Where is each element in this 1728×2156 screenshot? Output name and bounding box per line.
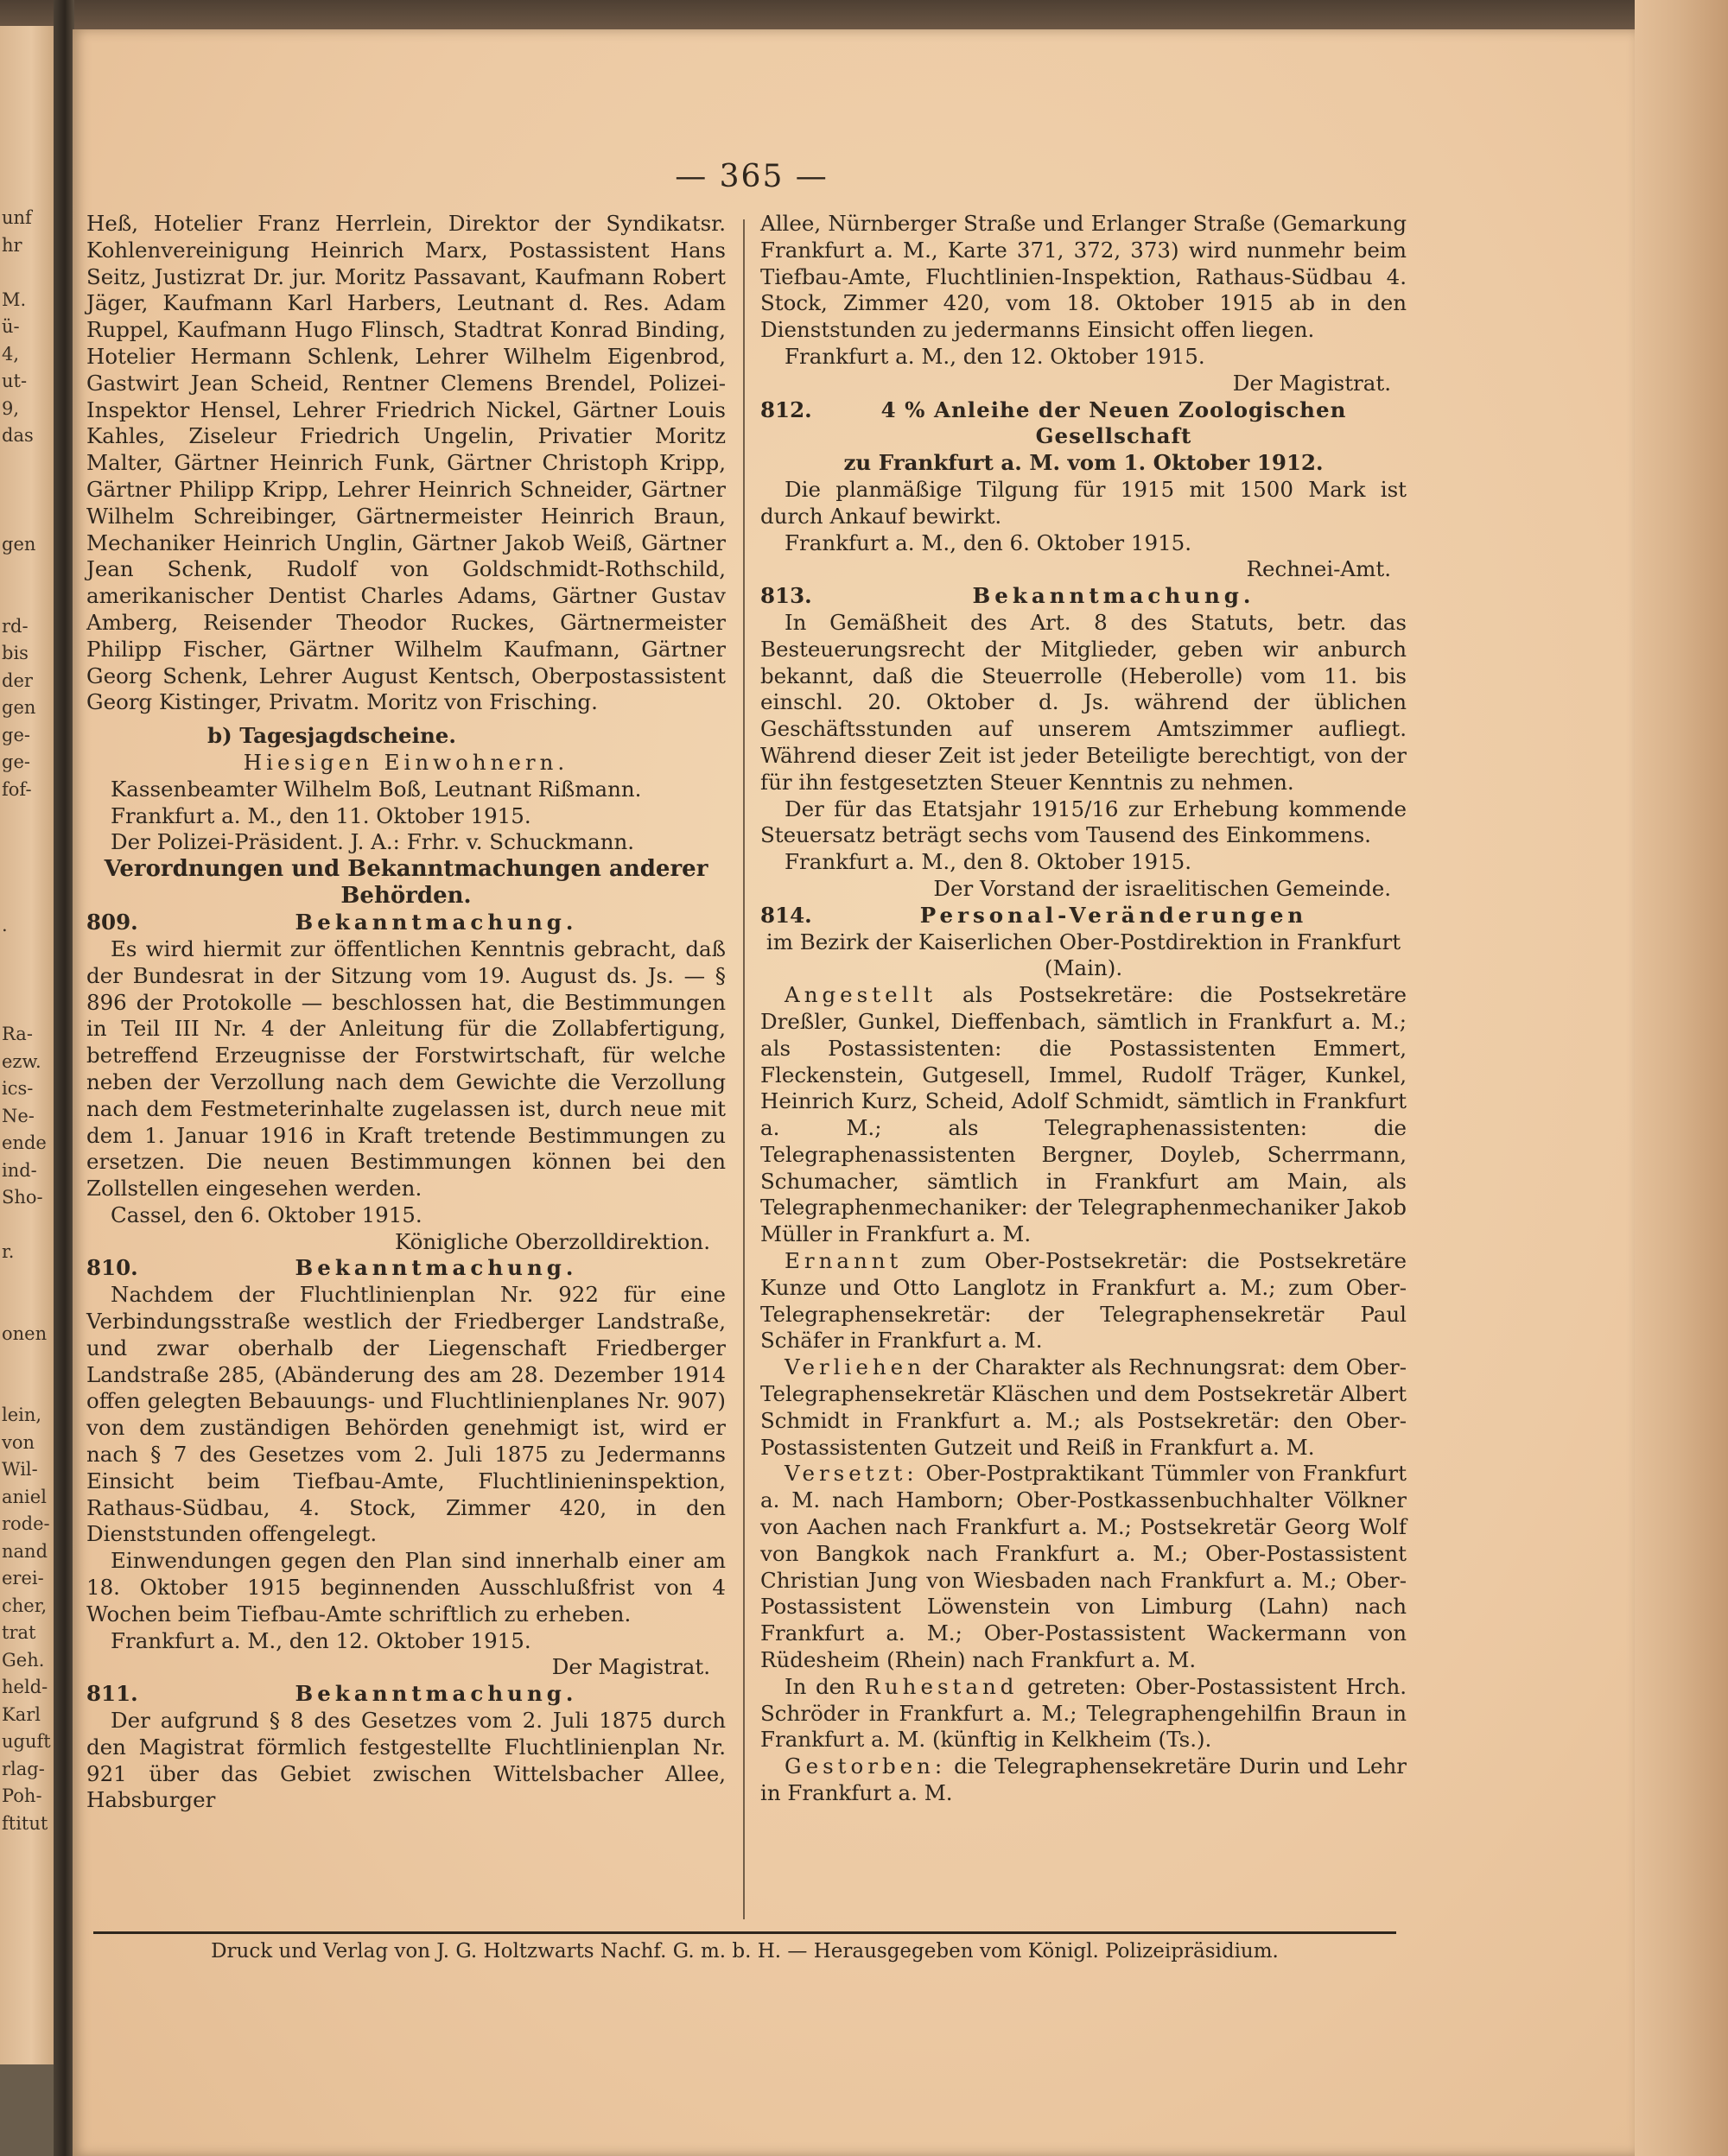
notice-809-header [86, 910, 726, 936]
tagesjagd-date: Frankfurt a. M., den 11. Oktober 1915. [111, 802, 531, 828]
hunting-licence-names: Heß, Hotelier Franz Herrlein, Direktor der Syndikatsr. Kohlenvereinigung Heinrich Marx, Postassistent Hans Seitz, Justizrat Dr. jur. Moritz Passavant, Kaufmann Robert Jäger, Kaufmann Karl Harbers, Leutnant d. Res. Adam Ruppel, Kaufmann Hugo Flinsch, Stadtrat Konrad Binding, Hotelier Hermann Schlenk, Lehrer Wilhelm Eigenbrod, Gastwirt Jean Scheid, Rentner Clemens Brendel, Polizei-Inspektor Hensel, Lehrer Friedrich Nickel, Gärtner Louis Kahles, Ziseleur Friedrich Ungelin, Privatier Moritz Malter, Gärtner Heinrich Funk, Gärtner Christoph Kripp, Gärtner Philipp Kripp, Lehrer Heinrich Schneider, Gärtner Wilhelm Schreibinger, Gärtnermeister Heinrich Braun, Mechaniker Heinrich Unglin, Gärtner Jakob Weiß, Gärtner Jean Schenk, Rudolf von Goldschmidt-Rothschild, amerikanischer Dentist Charles Adams, Gärtner Gustav Amberg, Reisender Theodor Ruckes, Gärtnermeister Philipp Fischer, Gärtner Wilhelm Kaufmann, Gärtner Georg Schenk, Lehrer August Kentsch, Oberpostassistent Georg Kistinger, Privatm. Moritz von Frisching. [86, 211, 726, 715]
edge-fragment: Poh- [2, 1785, 42, 1806]
edge-fragment: ind- [2, 1159, 37, 1181]
right-page-edge [1635, 0, 1728, 2156]
edge-fragment: M. [2, 289, 27, 310]
edge-fragment: ut- [2, 371, 28, 391]
angestellt-label: Angestellt [785, 982, 937, 1008]
edge-fragment: fof- [2, 778, 32, 800]
edge-fragment: r. [2, 1241, 15, 1262]
edge-fragment: 9, [2, 397, 20, 419]
notice-number: 809. [86, 910, 138, 935]
edge-fragment: ende [2, 1132, 47, 1153]
edge-fragment: held- [2, 1677, 48, 1697]
notice-title: Bekanntmachung. [295, 910, 578, 935]
edge-fragment: cher, [2, 1595, 48, 1616]
notice-814-gestorben [760, 1753, 1407, 1807]
notice-813-date: Frankfurt a. M., den 8. Oktober 1915. [785, 849, 1192, 875]
notice-number: 811. [86, 1681, 138, 1707]
edge-fragment: ics- [2, 1078, 34, 1099]
tagesjagd-names: Kassenbeamter Wilhelm Boß, Leutnant Rißmann. [111, 776, 642, 802]
notice-809-date: Cassel, den 6. Oktober 1915. [111, 1202, 422, 1227]
edge-fragment: Karl [2, 1703, 41, 1725]
gestorben-label: Gestorben: [785, 1753, 947, 1779]
edge-fragment: Wil- [2, 1459, 38, 1480]
edge-fragment: nand [2, 1540, 48, 1562]
notice-812-header [760, 397, 1407, 451]
notice-812-title-line2: zu Frankfurt a. M. vom 1. Oktober 1912. [843, 450, 1324, 476]
edge-fragment: uguft [2, 1731, 51, 1752]
notice-813-body: In Gemäßheit des Art. 8 des Statuts, betr. das Besteuerungsrecht der Mitglieder, geben wir anburch bekannt, daß die Steuerrolle (Heberolle) vom 11. bis einschl. 20. Oktober d. Js. während der üblichen Geschäftsstunden auf unserem Amtszimmer aufliegt. Während dieser Zeit ist jeder Beteiligte berechtigt, von der für ihn festgesetzten Steuer Kenntnis zu nehmen. [760, 609, 1407, 795]
ruhestand-label: Ruhestand [864, 1673, 1019, 1699]
column-divider [743, 219, 745, 1919]
edge-fragment: ezw. [2, 1050, 41, 1072]
gestorben-text: die Telegraphensekretäre Durin und Lehr in Frankfurt a. M. [760, 1753, 1407, 1806]
ruhestand-text: getreten: Ober-Postassistent Hrch. Schröder in Frankfurt a. M.; Telegraphengehilfin Braun in Frankfurt a. M. (künftig in Kelkheim (Ts.). [760, 1673, 1407, 1753]
edge-fragment: rode- [2, 1513, 50, 1534]
edge-fragment: ftitut [2, 1812, 48, 1834]
notice-814-ernannt [760, 1248, 1407, 1354]
edge-fragment: rlag- [2, 1758, 45, 1779]
verliehen-text: der Charakter als Rechnungsrat: dem Ober-Telegraphensekretär Kläschen und dem Postsekretär Albert Schmidt in Frankfurt a. M.; als Postsekretär: den Ober-Postassistenten Gutzeit und Reiß in Frankfurt a. M. [760, 1354, 1407, 1460]
notice-813-header [760, 583, 1407, 610]
notice-number: 814. [760, 902, 812, 928]
edge-fragment: Sho- [2, 1187, 43, 1208]
book-gutter [54, 0, 74, 2156]
edge-fragment: Ne- [2, 1105, 35, 1126]
ruhestand-prefix: In den [785, 1673, 855, 1699]
notice-title: Bekanntmachung. [295, 1255, 578, 1281]
edge-fragment: ge- [2, 751, 30, 772]
notice-811-header [86, 1681, 726, 1708]
edge-fragment: ü- [2, 316, 20, 337]
edge-fragment: von [2, 1431, 35, 1453]
left-column [86, 211, 726, 1814]
tagesjagd-subheading: Hiesigen Einwohnern. [243, 749, 569, 775]
left-neighbour-page [0, 26, 57, 2064]
notice-number: 813. [760, 583, 812, 609]
notice-810-header [86, 1255, 726, 1282]
tagesjagd-heading: b) Tagesjagdscheine. [207, 723, 456, 749]
ernannt-text: zum Ober-Postsekretär: die Postsekretäre Kunze und Otto Langlotz in Frankfurt a. M.; zum Ober-Telegraphensekretär: der Telegraphensekretär Paul Schäfer in Frankfurt a. M. [760, 1248, 1407, 1354]
edge-fragment: gen [2, 534, 36, 555]
notice-809-body: Es wird hiermit zur öffentlichen Kenntnis gebracht, daß der Bundesrat in der Sitzung vom 19. August ds. Js. — § 896 der Protokolle — beschlossen hat, die Bestimmungen in Teil III Nr. 4 der Anleitung für die Zollabfertigung, betreffend Erzeugnisse der Forstwirtschaft, für welche neben der Verzollung nach dem Gewichte die Verzollung nach dem Festmeterinhalte zugelassen ist, durch neue mit dem 1. Januar 1916 in Kraft tretende Bestimmungen zu ersetzen. Die neuen Bestimmungen können bei den Zollstellen eingesehen werden. [86, 935, 726, 1202]
angestellt-text: als Postsekretäre: die Postsekretäre Dreßler, Gunkel, Dieffenbach, sämtlich in Frankfurt a. M.; als Postassistenten: die Postassistenten Emmert, Fleckenstein, Gutgesell, Immel, Rudolf Träger, Kunkel, Heinrich Kurz, Scheid, Adolf Schmidt, sämtlich in Frankfurt a. M.; als Telegraphenassistenten: die Telegraphenassistenten Bergner, Doyleb, Scherrmann, Schumacher, sämtlich in Frankfurt am Main, als Telegraphenmechaniker: der Telegraphenmechaniker Jakob Müller in Frankfurt a. M. [760, 982, 1407, 1247]
section-title: Verordnungen und Bekanntmachungen anderer Behörden. [104, 856, 708, 910]
notice-title: 4 % Anleihe der Neuen Zoologischen Gesellschaft [880, 396, 1347, 449]
notice-811-continuation: Allee, Nürnberger Straße und Erlanger Straße (Gemarkung Frankfurt a. M., Karte 371, 372, 373) wird nunmehr beim Tiefbau-Amte, Fluchtlinien-Inspektion, Rathaus-Südbau 4. Stock, Zimmer 420, vom 18. Oktober 1915 ab in den Dienststunden zu jedermanns Einsicht offen liegen. [760, 211, 1407, 343]
notice-814-ruhestand [760, 1674, 1407, 1753]
edge-fragment: hr [2, 234, 22, 256]
edge-fragment: das [2, 425, 34, 446]
edge-fragment: . [2, 915, 8, 935]
notice-814-header [760, 903, 1407, 929]
edge-fragment: ge- [2, 724, 30, 745]
edge-fragment: aniel [2, 1486, 47, 1507]
imprint-footer: Druck und Verlag von J. G. Holtzwarts Nachf. G. m. b. H. — Herausgegeben vom Königl. Polizeipräsidium. [211, 1940, 1279, 1963]
notice-811-signature: Der Magistrat. [1232, 370, 1391, 396]
versetzt-text: Ober-Postpraktikant Tümmler von Frankfurt a. M. nach Hamborn; Ober-Postkassenbuchhalter Völkner von Aachen nach Frankfurt a. M.; Postsekretär Georg Wolf von Bangkok nach Frankfurt a. M.; Ober-Postassistent Christian Jung von Wiesbaden nach Frankfurt a. M.; Ober-Postassistent Löwenstein von Limburg (Lahn) nach Frankfurt a. M.; Ober-Postassistent Wackermann von Rüdesheim (Rhein) nach Frankfurt a. M. [760, 1461, 1407, 1673]
versetzt-label: Versetzt: [785, 1461, 918, 1487]
notice-title: Bekanntmachung. [972, 583, 1255, 609]
verliehen-label: Verliehen [785, 1354, 925, 1380]
right-column [760, 211, 1407, 1807]
notice-814-versetzt [760, 1461, 1407, 1673]
edge-fragment: Geh. [2, 1649, 45, 1671]
notice-810-signature: Der Magistrat. [551, 1654, 710, 1680]
tagesjagd-signature: Der Polizei-Präsident. J. A.: Frhr. v. Schuckmann. [111, 829, 635, 855]
notice-809-signature: Königliche Oberzolldirektion. [394, 1228, 710, 1254]
page-number: — 365 — [675, 159, 829, 194]
book-top-edge [0, 0, 1728, 29]
edge-fragment: unf [2, 207, 32, 228]
edge-fragment: der [2, 669, 33, 691]
footer-rule [93, 1931, 1396, 1934]
notice-810-date: Frankfurt a. M., den 12. Oktober 1915. [111, 1627, 531, 1653]
edge-fragment: erei- [2, 1568, 44, 1588]
edge-fragment: 4, [2, 343, 20, 365]
edge-fragment: bis [2, 643, 29, 663]
notice-810-body: Nachdem der Fluchtlinienplan Nr. 922 für eine Verbindungsstraße westlich der Friedberger Landstraße, und zwar oberhalb der Liegenschaft Friedberger Landstraße 285, (Abänderung des am 28. Dezember 1914 offen gelegten Bebauungs- und Fluchtlinienplanes Nr. 907) von dem zuständigen Behörden genehmigt ist, wird er nach § 7 des Gesetzes vom 2. Juli 1875 zu Jedermanns Einsicht beim Tiefbau-Amte, Fluchtlinieninspektion, Rathaus-Südbau, 4. Stock, Zimmer 420, in den Dienststunden offengelegt. [86, 1282, 726, 1547]
notice-812-signature: Rechnei-Amt. [1246, 556, 1391, 582]
edge-fragment: lein, [2, 1405, 42, 1425]
notice-number: 812. [760, 396, 812, 422]
notice-813-signature: Der Vorstand der israelitischen Gemeinde. [933, 875, 1391, 901]
notice-title: Personal-Veränderungen [919, 902, 1308, 928]
notice-812-date: Frankfurt a. M., den 6. Oktober 1915. [785, 529, 1192, 555]
notice-title: Bekanntmachung. [295, 1681, 578, 1707]
ernannt-label: Ernannt [785, 1248, 903, 1274]
notice-813-body2: Der für das Etatsjahr 1915/16 zur Erhebung kommende Steuersatz beträgt sechs vom Tausend des Einkommens. [760, 796, 1407, 848]
edge-fragment: gen [2, 697, 36, 718]
notice-814-verliehen [760, 1354, 1407, 1461]
edge-fragment: trat [2, 1622, 36, 1643]
notice-812-body: Die planmäßige Tilgung für 1915 mit 1500 Mark ist durch Ankauf bewirkt. [760, 476, 1407, 529]
notice-number: 810. [86, 1255, 138, 1281]
notice-811-date: Frankfurt a. M., den 12. Oktober 1915. [785, 343, 1205, 369]
edge-fragment: onen [2, 1322, 48, 1344]
notice-814-subtitle: im Bezirk der Kaiserlichen Ober-Postdirektion in Frankfurt (Main). [766, 929, 1401, 981]
notice-810-body2: Einwendungen gegen den Plan sind innerhalb einer am 18. Oktober 1915 beginnenden Ausschlußfrist von 4 Wochen beim Tiefbau-Amte schriftlich zu erheben. [86, 1548, 726, 1627]
notice-811-body: Der aufgrund § 8 des Gesetzes vom 2. Juli 1875 durch den Magistrat förmlich festgestellte Fluchtlinienplan Nr. 921 über das Gebiet zwischen Wittelsbacher Allee, Habsburger [86, 1708, 726, 1813]
edge-fragment: rd- [2, 615, 29, 637]
notice-814-angestellt [760, 982, 1407, 1248]
edge-fragment: Ra- [2, 1024, 33, 1044]
